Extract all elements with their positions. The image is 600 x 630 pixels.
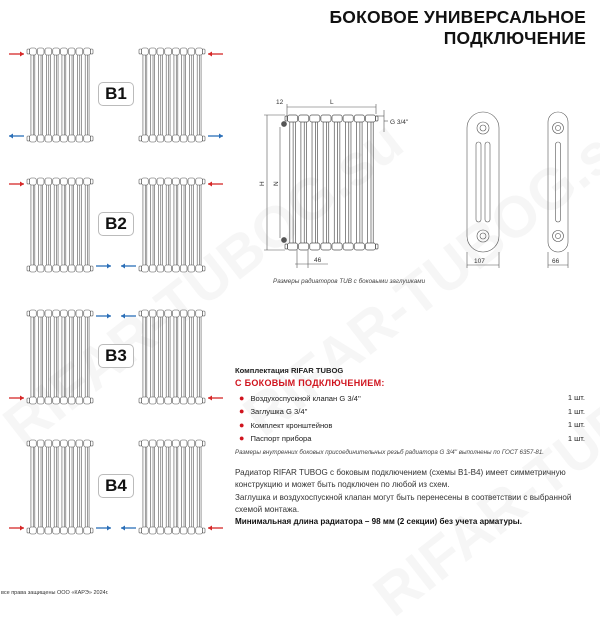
supply-arrow-icon <box>9 396 24 401</box>
radiator-drawing <box>250 90 590 280</box>
scheme-b1 <box>0 40 240 150</box>
description-p2: Заглушка и воздухоспускной клапан могут быть перенесены в соответствии с выбранной схемой монтажа. <box>235 492 572 514</box>
scheme-label: B1 <box>98 82 134 106</box>
supply-arrow-icon <box>9 182 24 187</box>
scheme-b3 <box>0 302 240 412</box>
thread-label: G 3/4'' <box>390 119 409 126</box>
kit-subheading: С БОКОВЫМ ПОДКЛЮЧЕНИЕМ: <box>235 378 385 388</box>
kit-item-qty: 1 шт. <box>567 433 585 443</box>
description-p3: Минимальная длина радиатора – 98 мм (2 секции) без учета арматуры. <box>235 517 522 527</box>
bullet-icon: ● <box>239 419 245 430</box>
supply-arrow-icon <box>208 182 223 187</box>
radiator-left-icon <box>27 440 93 534</box>
return-arrow-icon <box>9 134 24 139</box>
scheme-label: B3 <box>98 344 134 368</box>
dimension-drawing <box>250 90 590 285</box>
dim-46-label: 46 <box>314 257 322 264</box>
supply-arrow-icon <box>9 526 24 531</box>
return-arrow-icon <box>121 314 136 319</box>
kit-item-name: Паспорт прибора <box>250 434 312 444</box>
dim-66-label: 66 <box>552 258 560 265</box>
dim-h-label: H <box>259 181 266 186</box>
dim-n-label: N <box>273 181 280 186</box>
kit-item-qty: 1 шт. <box>567 406 585 416</box>
kit-item-qty: 1 шт. <box>567 393 585 403</box>
kit-item <box>235 418 585 432</box>
page-title <box>329 7 586 49</box>
kit-item-name: Заглушка G 3/4'' <box>250 407 308 417</box>
copyright: все права защищены ООО «КАРЭ» 2024г. <box>1 590 109 596</box>
supply-arrow-icon <box>208 526 223 531</box>
radiator-left-icon <box>27 310 93 404</box>
bullet-icon: ● <box>239 406 245 417</box>
kit-item-name: Комплект кронштейнов <box>250 420 333 430</box>
return-arrow-icon <box>208 134 223 139</box>
dim-107-label: 107 <box>474 258 485 265</box>
kit-item-name: Воздухоспускной клапан G 3/4'' <box>250 393 361 403</box>
bullet-icon: ● <box>239 433 245 444</box>
supply-arrow-icon <box>9 52 24 57</box>
dim-l-label: L <box>330 99 334 106</box>
bullet-icon: ● <box>239 392 245 403</box>
radiator-right-icon <box>139 440 205 534</box>
kit-item <box>235 405 585 419</box>
kit-item <box>235 391 585 405</box>
scheme-label: B2 <box>98 212 134 236</box>
supply-arrow-icon <box>208 52 223 57</box>
supply-arrow-icon <box>208 396 223 401</box>
return-arrow-icon <box>96 526 111 531</box>
return-arrow-icon <box>96 314 111 319</box>
radiator-left-icon <box>27 48 93 142</box>
scheme-b4 <box>0 432 240 542</box>
return-arrow-icon <box>121 264 136 269</box>
radiator-right-icon <box>139 178 205 272</box>
front-view <box>282 115 379 250</box>
kit-item <box>235 432 585 446</box>
title-line-2: ПОДКЛЮЧЕНИЕ <box>443 28 586 48</box>
title-line-1: БОКОВОЕ УНИВЕРСАЛЬНОЕ <box>329 7 586 27</box>
description-p1: Радиатор RIFAR TUBOG с боковым подключением (схемы B1-B4) имеет симметричную конструкцию и может быть подключен по любой из схем. <box>235 468 566 490</box>
dim-12-label: 12 <box>276 99 284 106</box>
description <box>235 467 587 528</box>
kit-section <box>235 366 585 445</box>
kit-list <box>235 391 585 445</box>
kit-item-qty: 1 шт. <box>567 420 585 430</box>
return-arrow-icon <box>96 264 111 269</box>
kit-heading: Комплектация RIFAR TUBOG <box>235 366 344 375</box>
return-arrow-icon <box>121 526 136 531</box>
radiator-right-icon <box>139 310 205 404</box>
drawing-caption: Размеры радиаторов TUB с боковыми заглушками <box>273 278 426 285</box>
thread-note: Размеры внутренних боковых присоединительных резьб радиатора G 3/4'' выполнены по ГОСТ 6357-81. <box>235 449 544 456</box>
radiator-right-icon <box>139 48 205 142</box>
scheme-b2 <box>0 170 240 280</box>
scheme-label: B4 <box>98 474 134 498</box>
radiator-left-icon <box>27 178 93 272</box>
dimension-lines <box>264 104 568 268</box>
